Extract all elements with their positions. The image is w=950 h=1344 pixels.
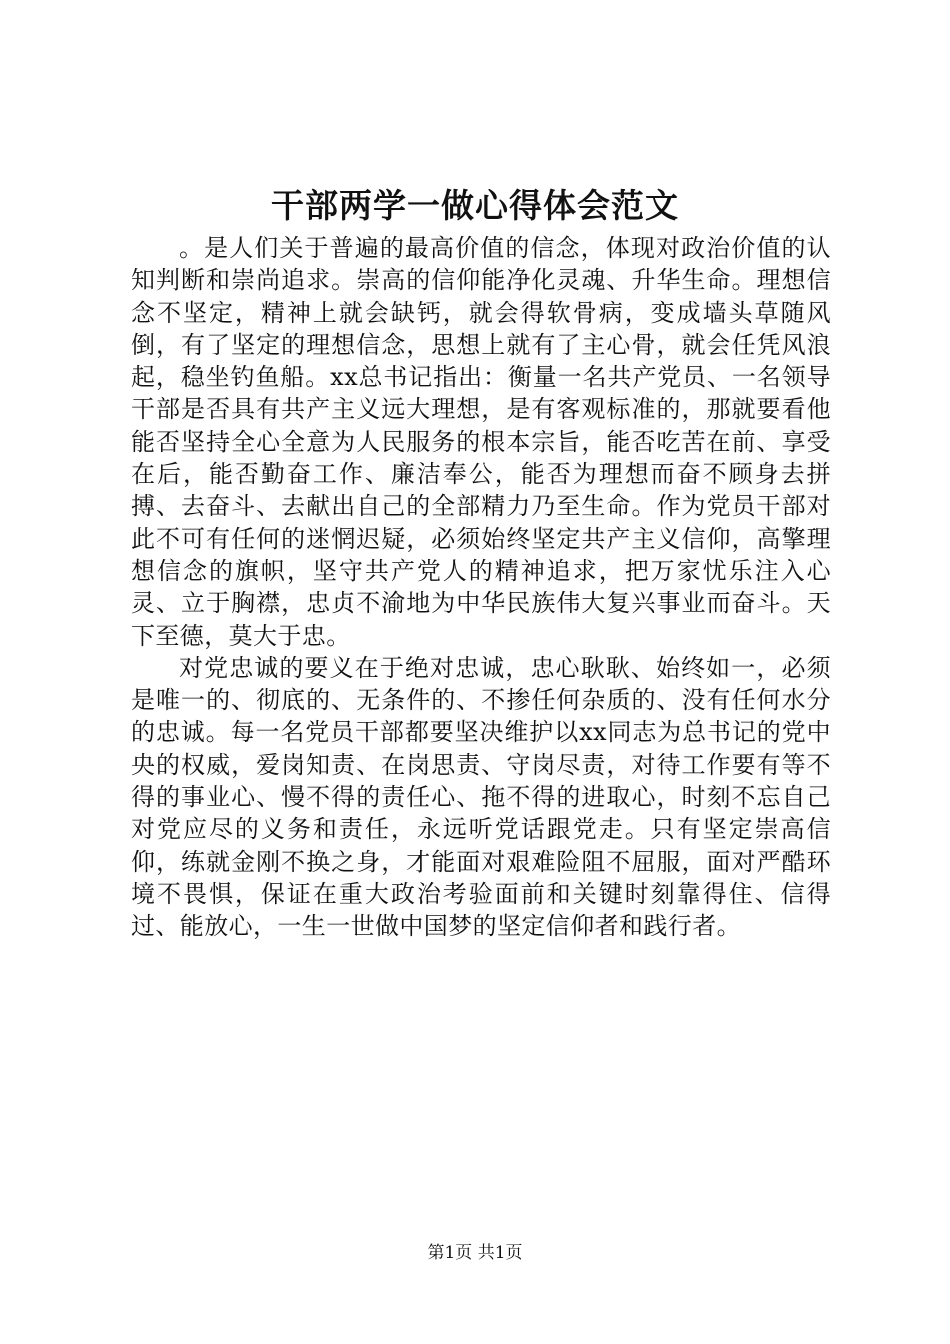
document-body	[131, 232, 831, 943]
page-footer: 第1页 共1页	[427, 1243, 523, 1263]
document-title: 干部两学一做心得体会范文	[271, 186, 679, 225]
paragraph-1: 。是人们关于普遍的最高价值的信念，体现对政治价值的认知判断和崇尚追求。崇高的信仰能净化灵魂、升华生命。理想信念不坚定，精神上就会缺钙，就会得软骨病，变成墙头草随风倒，有了坚定的理想信念，思想上就有了主心骨，就会任凭风浪起，稳坐钓鱼船。xx总书记指出：衡量一名共产党员、一名领导干部是否具有共产主义远大理想，是有客观标准的，那就要看他能否坚持全心全意为人民服务的根本宗旨，能否吃苦在前、享受在后，能否勤奋工作、廉洁奉公，能否为理想而奋不顾身去拼搏、去奋斗、去献出自己的全部精力乃至生命。作为党员干部对此不可有任何的迷惘迟疑，必须始终坚定共产主义信仰，高擎理想信念的旗帜，坚守共产党人的精神追求，把万家忧乐注入心灵、立于胸襟，忠贞不渝地为中华民族伟大复兴事业而奋斗。天下至德，莫大于忠。	[131, 234, 831, 650]
paragraph-2: 对党忠诚的要义在于绝对忠诚，忠心耿耿、始终如一，必须是唯一的、彻底的、无条件的、不掺任何杂质的、没有任何水分的忠诚。每一名党员干部都要坚决维护以xx同志为总书记的党中央的权威，爱岗知责、在岗思责、守岗尽责，对待工作要有等不得的事业心、慢不得的责任心、拖不得的进取心，时刻不忘自己对党应尽的义务和责任，永远听党话跟党走。只有坚定崇高信仰，练就金刚不换之身，才能面对艰难险阻不屈服，面对严酷环境不畏惧，保证在重大政治考验面前和关键时刻靠得住、信得过、能放心，一生一世做中国梦的坚定信仰者和践行者。	[131, 653, 831, 941]
